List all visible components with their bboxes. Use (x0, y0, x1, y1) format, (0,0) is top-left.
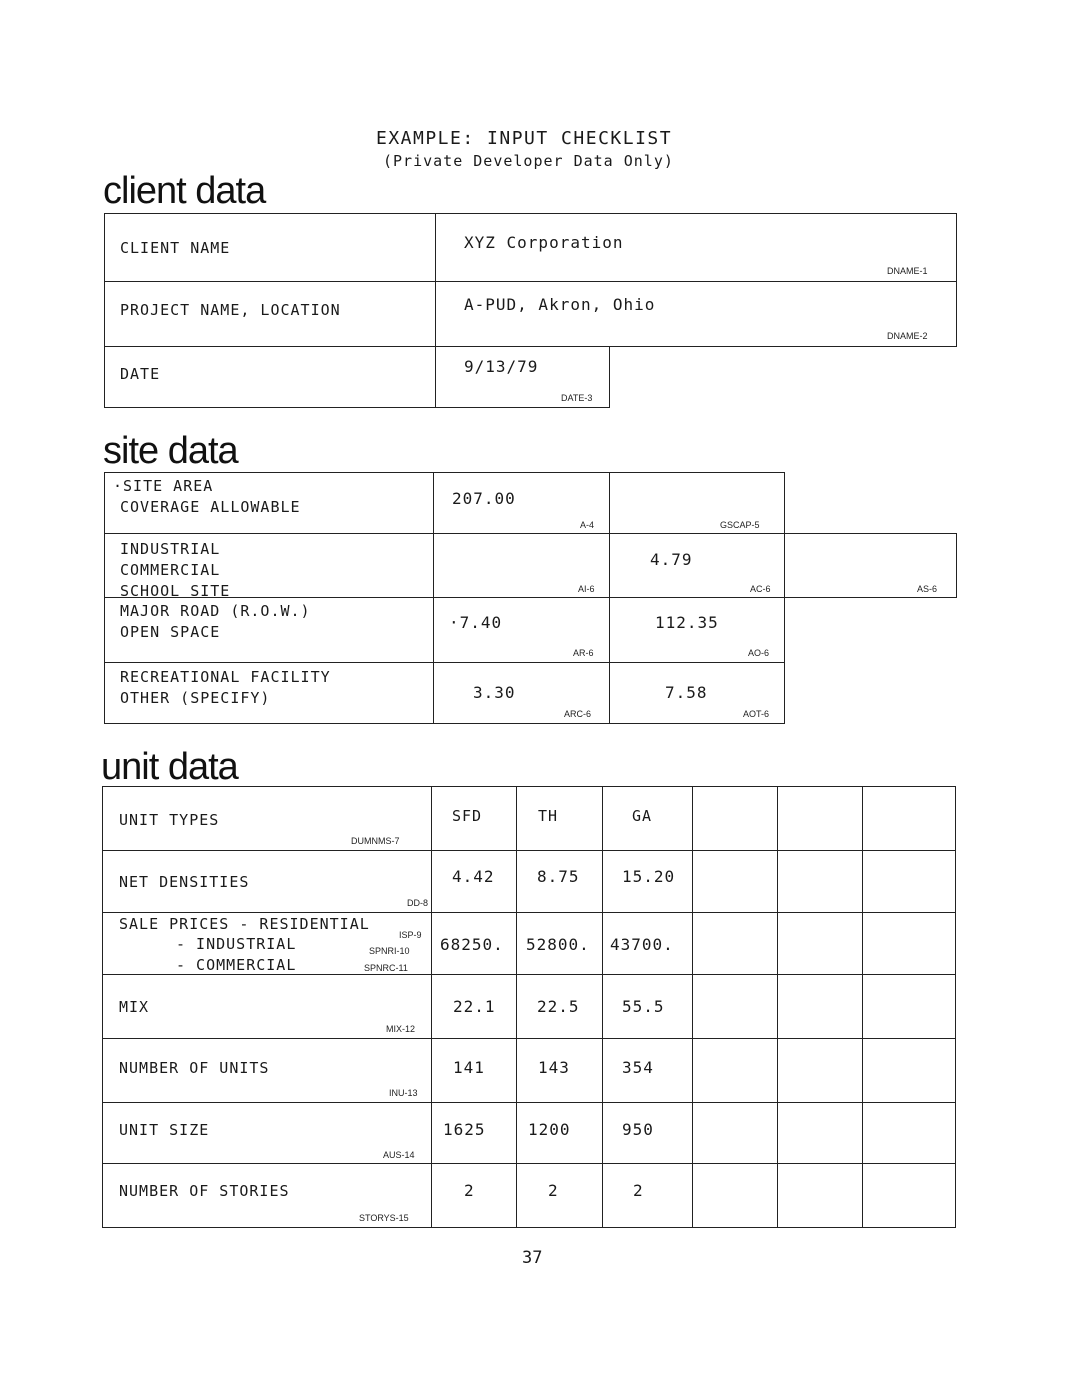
commercial-label: COMMERCIAL (120, 561, 221, 579)
unit-type-1: SFD (452, 807, 483, 825)
unit-type-3: GA (632, 807, 653, 825)
mix-label: MIX (119, 998, 150, 1016)
net-densities-code: DD-8 (407, 898, 429, 908)
client-data-heading: client data (103, 170, 266, 212)
other-code: AOT-6 (743, 709, 770, 719)
number-of-units-1: 141 (453, 1058, 485, 1077)
sale-price-1: 68250. (440, 935, 504, 954)
sale-price-3: 43700. (610, 935, 674, 954)
date-value: 9/13/79 (464, 357, 539, 376)
other-specify-label: OTHER (SPECIFY) (120, 689, 271, 707)
net-density-3: 15.20 (622, 867, 676, 886)
net-densities-label: NET DENSITIES (119, 873, 250, 891)
unit-types-label: UNIT TYPES (119, 811, 220, 829)
net-density-1: 4.42 (452, 867, 495, 886)
unit-type-2: TH (538, 807, 559, 825)
commercial-code: AC-6 (750, 584, 771, 594)
project-name-label: PROJECT NAME, LOCATION (120, 301, 341, 319)
mix-3: 55.5 (622, 997, 665, 1016)
site-area-label: ·SITE AREA (113, 477, 214, 495)
unit-data-heading: unit data (101, 746, 238, 788)
open-space-value: 112.35 (655, 613, 719, 632)
school-site-label: SCHOOL SITE (120, 582, 231, 600)
commercial-value: 4.79 (650, 550, 693, 569)
industrial-code: AI-6 (578, 584, 595, 594)
number-of-units-3: 354 (622, 1058, 654, 1077)
coverage-allowable-label: COVERAGE ALLOWABLE (120, 498, 301, 516)
number-of-stories-label: NUMBER OF STORIES (119, 1182, 290, 1200)
recreational-value: 3.30 (473, 683, 516, 702)
number-of-stories-code: STORYS-15 (359, 1213, 409, 1223)
open-space-label: OPEN SPACE (120, 623, 221, 641)
mix-code: MIX-12 (386, 1024, 416, 1034)
date-label: DATE (120, 365, 161, 383)
sale-prices-commercial-label: - COMMERCIAL (176, 956, 297, 974)
recreational-code: ARC-6 (564, 709, 592, 719)
client-name-code: DNAME-1 (887, 266, 928, 276)
sale-prices-commercial-code: SPNRC-11 (364, 963, 408, 973)
recreational-facility-label: RECREATIONAL FACILITY (120, 668, 331, 686)
number-of-units-label: NUMBER OF UNITS (119, 1059, 270, 1077)
project-name-value: A-PUD, Akron, Ohio (464, 295, 656, 314)
industrial-label: INDUSTRIAL (120, 540, 221, 558)
unit-size-1: 1625 (443, 1120, 486, 1139)
other-value: 7.58 (665, 683, 708, 702)
mix-2: 22.5 (537, 997, 580, 1016)
site-area-value: 207.00 (452, 489, 516, 508)
unit-types-code: DUMNMS-7 (351, 836, 400, 846)
stories-2: 2 (548, 1181, 559, 1200)
stories-1: 2 (464, 1181, 475, 1200)
client-name-value: XYZ Corporation (464, 233, 624, 252)
mix-1: 22.1 (453, 997, 496, 1016)
page-title: EXAMPLE: INPUT CHECKLIST (376, 128, 673, 149)
date-code: DATE-3 (561, 393, 593, 403)
major-road-code: AR-6 (573, 648, 594, 658)
coverage-code: GSCAP-5 (720, 520, 760, 530)
site-area-code: A-4 (580, 520, 595, 530)
number-of-units-code: INU-13 (389, 1088, 418, 1098)
major-road-value: ·7.40 (449, 613, 503, 632)
project-name-code: DNAME-2 (887, 331, 928, 341)
site-data-heading: site data (103, 430, 238, 472)
sale-prices-industrial-label: - INDUSTRIAL (176, 935, 297, 953)
open-space-code: AO-6 (748, 648, 770, 658)
school-site-code: AS-6 (917, 584, 938, 594)
page-number: 37 (522, 1248, 543, 1268)
client-name-label: CLIENT NAME (120, 239, 231, 257)
major-road-label: MAJOR ROAD (R.O.W.) (120, 602, 311, 620)
unit-size-2: 1200 (528, 1120, 571, 1139)
sale-prices-residential-label: SALE PRICES - RESIDENTIAL (119, 915, 370, 933)
unit-size-label: UNIT SIZE (119, 1121, 210, 1139)
sale-prices-residential-code: ISP-9 (399, 930, 422, 940)
unit-size-3: 950 (622, 1120, 654, 1139)
net-density-2: 8.75 (537, 867, 580, 886)
sale-price-2: 52800. (526, 935, 590, 954)
unit-size-code: AUS-14 (383, 1150, 415, 1160)
sale-prices-industrial-code: SPNRI-10 (369, 946, 410, 956)
number-of-units-2: 143 (538, 1058, 570, 1077)
stories-3: 2 (633, 1181, 644, 1200)
page-subtitle: (Private Developer Data Only) (383, 152, 674, 170)
